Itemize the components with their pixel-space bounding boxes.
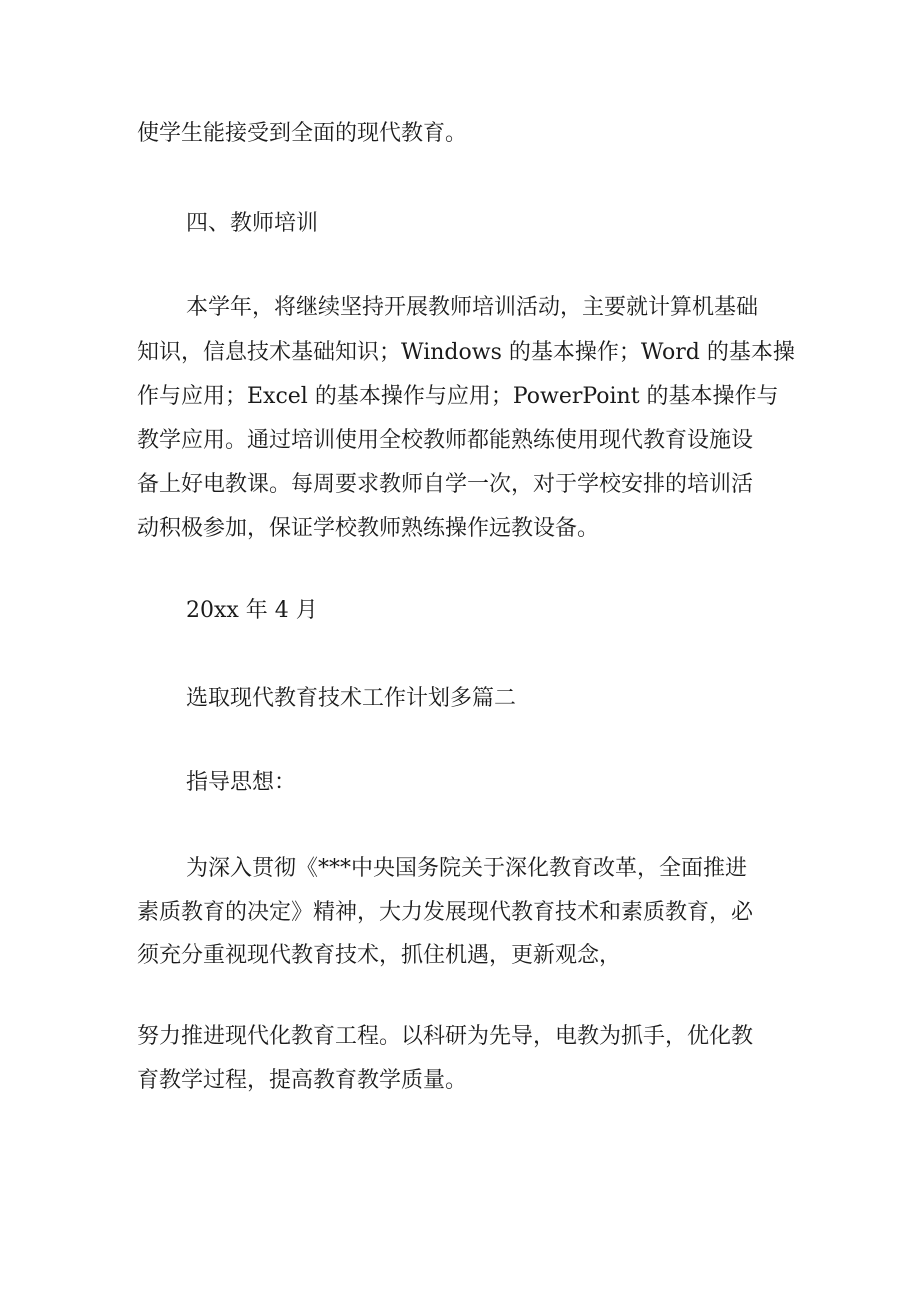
- section-heading-teacher-training: 四、教师培训: [186, 211, 319, 236]
- paragraph-line: 本学年，将继续坚持开展教师培训活动，主要就计算机基础: [186, 295, 759, 320]
- paragraph-line: 须充分重视现代教育技术，抓住机遇，更新观念，: [137, 943, 622, 968]
- paragraph-line: 备上好电教课。每周要求教师自学一次，对于学校安排的培训活: [137, 472, 754, 497]
- date-line: 20xx 年 4 月: [186, 598, 318, 623]
- paragraph-line: 动积极参加，保证学校教师熟练操作远教设备。: [137, 516, 600, 541]
- section-heading-guiding-ideology: 指导思想：: [186, 770, 297, 795]
- paragraph-line: 作与应用；Excel 的基本操作与应用；PowerPoint 的基本操作与: [137, 384, 779, 409]
- paragraph-line: 为深入贯彻《***中央国务院关于深化教育改革，全面推进: [186, 856, 748, 881]
- section-heading-plan-two: 选取现代教育技术工作计划多篇二: [186, 686, 517, 711]
- paragraph-line: 素质教育的决定》精神，大力发展现代教育技术和素质教育，必: [137, 900, 754, 925]
- paragraph-line: 育教学过程，提高教育教学质量。: [137, 1068, 468, 1093]
- paragraph-line: 努力推进现代化教育工程。以科研为先导，电教为抓手，优化教: [137, 1024, 754, 1049]
- paragraph-line: 使学生能接受到全面的现代教育。: [137, 121, 468, 146]
- paragraph-line: 教学应用。通过培训使用全校教师都能熟练使用现代教育设施设: [137, 428, 754, 453]
- paragraph-line: 知识，信息技术基础知识；Windows 的基本操作；Word 的基本操: [137, 340, 795, 365]
